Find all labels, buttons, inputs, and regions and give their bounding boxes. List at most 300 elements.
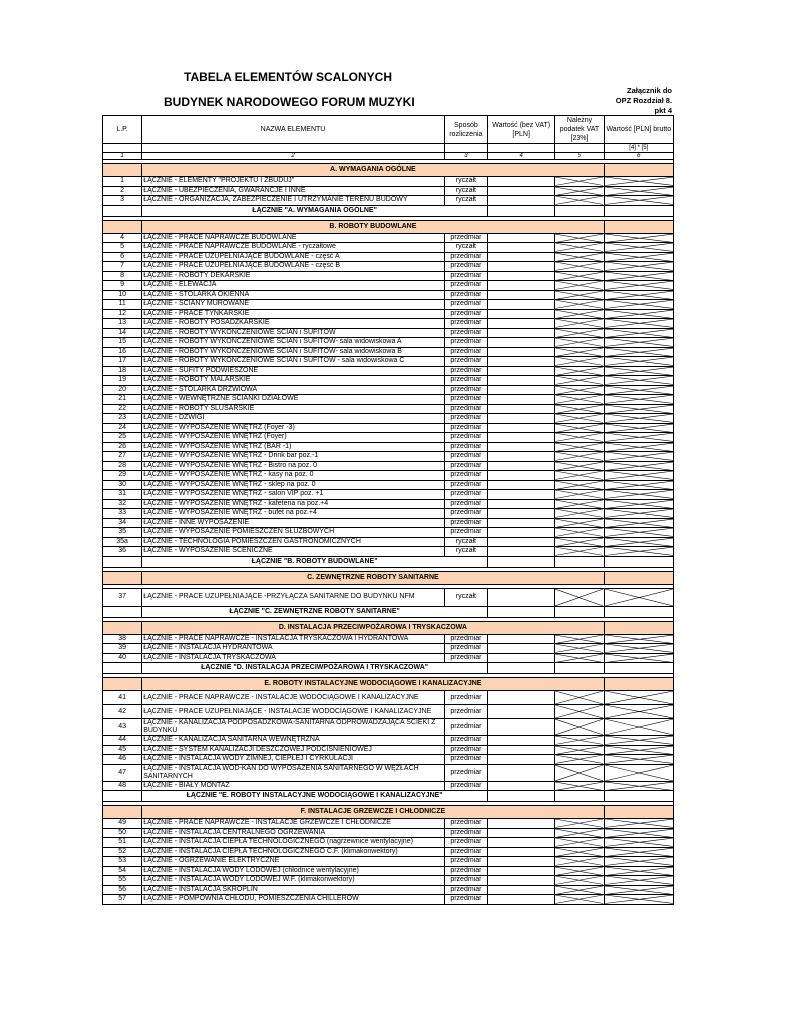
section-total-label: ŁĄCZNIE "C. ZEWNĘTRZNE ROBOTY SANITARNE" [142,606,488,617]
row-net-value-input[interactable] [488,499,555,509]
section-total-label: ŁĄCZNIE "B. ROBOTY BUDOWLANE" [142,556,488,567]
row-gross-crossed [604,866,673,876]
row-method: przedmiar [444,376,487,386]
row-gross-crossed [604,452,673,462]
row-method: ryczałt [444,588,487,606]
row-gross-crossed [604,480,673,490]
row-lp: 9 [103,281,142,291]
section-spacer [103,220,142,233]
row-net-value-input[interactable] [488,252,555,262]
row-net-value-input[interactable] [488,404,555,414]
row-method: przedmiar [444,653,487,663]
row-lp: 34 [103,518,142,528]
cross-mark [555,876,603,885]
row-method: przedmiar [444,480,487,490]
header-formula-row [103,144,674,153]
row-net-value-input[interactable] [488,309,555,319]
cross-mark [605,490,673,499]
table-row [103,309,674,319]
col-number: 3 [444,153,487,160]
section-header-row [103,220,674,233]
total-spacer [555,606,604,617]
section-title: E. ROBOTY INSTALACYJNE WODOCIĄGOWE I KANALIZACYJNE [142,678,604,691]
row-method: ryczałt [444,537,487,547]
row-gross-crossed [604,433,673,443]
table-row [103,499,674,509]
cross-mark [605,386,673,395]
row-name: ŁĄCZNIE - WYPOSAŻENIE WNĘTRZ (Foyer -3) [142,423,445,433]
row-vat-crossed [555,885,604,895]
row-method: przedmiar [444,838,487,848]
table-row [103,691,674,705]
row-net-value-input[interactable] [488,395,555,405]
table-row [103,547,674,557]
row-gross-crossed [604,490,673,500]
cross-mark [605,452,673,461]
cross-mark [555,719,603,735]
cross-mark [605,414,673,423]
cross-mark [555,691,603,704]
row-method: przedmiar [444,452,487,462]
row-method: ryczałt [444,196,487,206]
row-name: ŁĄCZNIE - ROBOTY ŚLUSARSKIE [142,404,445,414]
row-method: przedmiar [444,347,487,357]
row-net-value-input[interactable] [488,338,555,348]
cross-mark [605,348,673,357]
row-net-value-input[interactable] [488,847,555,857]
cross-mark [555,281,603,290]
cross-mark [555,829,603,838]
row-lp: 14 [103,328,142,338]
cross-mark [555,243,603,252]
row-name: ŁĄCZNIE - PRACE UZUPEŁNIAJĄCE BUDOWLANE - część B [142,262,445,272]
row-net-value-input[interactable] [488,838,555,848]
row-method: przedmiar [444,518,487,528]
cross-mark [555,736,603,745]
total-spacer [555,663,604,674]
table-row [103,736,674,746]
cross-mark [605,291,673,300]
cross-mark [555,348,603,357]
row-net-value-input[interactable] [488,471,555,481]
row-lp: 40 [103,653,142,663]
header-method: Sposób rozliczenia [444,116,487,144]
cross-mark [605,471,673,480]
cross-mark [605,848,673,857]
table-row [103,300,674,310]
row-gross-crossed [604,461,673,471]
row-vat-crossed [555,271,604,281]
row-vat-crossed [555,461,604,471]
section-title: D. INSTALACJA PRZECIWPOŻAROWA I TRYSKACZOWA [142,621,604,634]
section-total-row [103,663,674,674]
row-net-value-input[interactable] [488,509,555,519]
row-method: przedmiar [444,847,487,857]
table-row [103,755,674,765]
row-net-value-input[interactable] [488,442,555,452]
row-lp: 10 [103,290,142,300]
row-gross-crossed [604,395,673,405]
row-lp: 48 [103,781,142,791]
row-vat-crossed [555,764,604,781]
table-row [103,357,674,367]
row-method: przedmiar [444,395,487,405]
row-net-value-input[interactable] [488,745,555,755]
row-method: przedmiar [444,509,487,519]
row-name: ŁĄCZNIE - UBEZPIECZENIA, GWARANCJE I INNE [142,186,445,196]
section-spacer [604,164,673,177]
row-vat-crossed [555,319,604,329]
row-lp: 44 [103,736,142,746]
cross-mark [555,848,603,857]
cross-mark [555,291,603,300]
col-number: 4 [488,153,555,160]
row-net-value-input[interactable] [488,366,555,376]
row-method: przedmiar [444,857,487,867]
row-net-value-input[interactable] [488,186,555,196]
row-net-value-input[interactable] [488,290,555,300]
row-gross-crossed [604,376,673,386]
section-spacer [604,678,673,691]
cross-mark [555,405,603,414]
row-name: ŁĄCZNIE - WYPOSAŻENIE WNĘTRZ - kafeteria na poz.+4 [142,499,445,509]
row-gross-crossed [604,442,673,452]
cross-mark [605,405,673,414]
row-vat-crossed [555,719,604,736]
row-gross-crossed [604,271,673,281]
col-number: 1 [103,153,142,160]
row-lp: 5 [103,243,142,253]
section-header-row [103,806,674,819]
row-gross-crossed [604,895,673,905]
row-method: ryczałt [444,243,487,253]
row-vat-crossed [555,528,604,538]
row-gross-crossed [604,719,673,736]
row-lp: 17 [103,357,142,367]
row-vat-crossed [555,328,604,338]
row-method: przedmiar [444,736,487,746]
row-name: ŁĄCZNIE - POMPOWNIA CHŁODU, POMIESZCZENIA CHILLERÓW [142,895,445,905]
row-method: przedmiar [444,385,487,395]
row-lp: 46 [103,755,142,765]
cross-mark [555,705,603,718]
cross-mark [555,857,603,866]
row-name: ŁĄCZNIE - WEWNĘTRZNE ŚCIANKI DZIAŁOWE [142,395,445,405]
total-spacer [604,606,673,617]
cross-mark [605,765,673,781]
table-row [103,281,674,291]
row-net-value-input[interactable] [488,328,555,338]
row-lp: 52 [103,847,142,857]
col-number: 2 [142,153,445,160]
document-title: TABELA ELEMENTÓW SCALONYCH [184,70,392,84]
row-method: przedmiar [444,691,487,705]
cross-mark [605,719,673,735]
cross-mark [605,196,673,205]
row-lp: 19 [103,376,142,386]
table-row [103,177,674,187]
row-net-value-input[interactable] [488,452,555,462]
row-lp: 57 [103,895,142,905]
section-title: A. WYMAGANIA OGÓLNE [142,164,604,177]
total-spacer [103,791,142,802]
cross-mark [555,462,603,471]
row-name: ŁĄCZNIE - WYPOSAŻENIE WNĘTRZ - salon VIP poz. +1 [142,490,445,500]
row-vat-crossed [555,847,604,857]
row-lp: 4 [103,233,142,243]
row-net-value-input[interactable] [488,691,555,705]
row-net-value-input[interactable] [488,528,555,538]
row-net-value-input[interactable] [488,414,555,424]
cross-mark [605,782,673,791]
row-gross-crossed [604,233,673,243]
row-method: przedmiar [444,233,487,243]
annex-line: OPZ Rozdział 8. [615,96,672,105]
row-method: przedmiar [444,644,487,654]
row-gross-crossed [604,755,673,765]
annex-line: Załącznik do [626,86,672,95]
elements-table [102,115,674,905]
cross-mark [555,746,603,755]
row-vat-crossed [555,895,604,905]
row-name: ŁĄCZNIE - ROBOTY POSADZKARSKIE [142,319,445,329]
row-name: ŁĄCZNIE - INSTALACJA SKROPLIN [142,885,445,895]
section-total-value[interactable] [488,606,555,617]
row-net-value-input[interactable] [488,764,555,781]
row-method: przedmiar [444,764,487,781]
cross-mark [605,736,673,745]
row-name: ŁĄCZNIE - SYSTEM KANALIZACJI DESZCZOWEJ PODCIŚNIENIOWEJ [142,745,445,755]
row-gross-crossed [604,252,673,262]
row-vat-crossed [555,252,604,262]
row-gross-crossed [604,819,673,829]
row-net-value-input[interactable] [488,271,555,281]
row-net-value-input[interactable] [488,319,555,329]
row-gross-crossed [604,653,673,663]
row-net-value-input[interactable] [488,196,555,206]
row-name: ŁĄCZNIE - ROBOTY WYKOŃCZENIOWE ŚCIAN i SUFITÓW- sala widowiskowa B [142,347,445,357]
total-spacer [604,791,673,802]
table-row [103,385,674,395]
row-net-value-input[interactable] [488,461,555,471]
row-vat-crossed [555,857,604,867]
row-net-value-input[interactable] [488,347,555,357]
cross-mark [605,253,673,262]
row-vat-crossed [555,471,604,481]
row-vat-crossed [555,490,604,500]
row-net-value-input[interactable] [488,876,555,886]
cross-mark [605,357,673,366]
row-gross-crossed [604,347,673,357]
row-net-value-input[interactable] [488,736,555,746]
table-row [103,518,674,528]
section-total-value[interactable] [488,205,555,216]
row-vat-crossed [555,404,604,414]
row-name: ŁĄCZNIE - PRACE NAPRAWCZE BUDOWLANE [142,233,445,243]
cross-mark [555,395,603,404]
section-total-value[interactable] [488,556,555,567]
row-vat-crossed [555,243,604,253]
section-total-value[interactable] [488,663,555,674]
section-total-label: ŁĄCZNIE "E. ROBOTY INSTALACYJNE WODOCIĄGOWE I KANALIZACYJNE" [142,791,488,802]
row-vat-crossed [555,338,604,348]
row-lp: 38 [103,634,142,644]
row-vat-crossed [555,866,604,876]
section-total-row [103,205,674,216]
row-method: przedmiar [444,885,487,895]
row-name: ŁĄCZNIE - DŹWIGI [142,414,445,424]
cross-mark [605,329,673,338]
row-name: ŁĄCZNIE - STOLARKA OKIENNA [142,290,445,300]
row-lp: 2 [103,186,142,196]
row-vat-crossed [555,385,604,395]
row-net-value-input[interactable] [488,755,555,765]
row-net-value-input[interactable] [488,518,555,528]
row-name: ŁĄCZNIE - INNE WYPOSAŻENIE [142,518,445,528]
row-gross-crossed [604,300,673,310]
row-lp: 53 [103,857,142,867]
row-net-value-input[interactable] [488,537,555,547]
cross-mark [555,500,603,509]
row-vat-crossed [555,705,604,719]
total-spacer [604,205,673,216]
section-spacer [103,621,142,634]
cross-mark [605,838,673,847]
total-spacer [555,556,604,567]
row-lp: 22 [103,404,142,414]
column-numbers-row [103,153,674,160]
cross-mark [555,819,603,828]
row-net-value-input[interactable] [488,895,555,905]
section-spacer [103,164,142,177]
row-net-value-input[interactable] [488,781,555,791]
table-row [103,705,674,719]
row-name: ŁĄCZNIE - ŚCIANY MUROWANE [142,300,445,310]
row-vat-crossed [555,876,604,886]
row-net-value-input[interactable] [488,819,555,829]
row-method: przedmiar [444,461,487,471]
cross-mark [605,367,673,376]
row-gross-crossed [604,528,673,538]
row-name: ŁĄCZNIE - PRACE TYNKARSKIE [142,309,445,319]
row-net-value-input[interactable] [488,262,555,272]
row-net-value-input[interactable] [488,653,555,663]
row-name: ŁĄCZNIE - PRACE UZUPEŁNIAJĄCE - INSTALACJE WODOCIĄGOWE I KANALIZACYJNE [142,705,445,719]
cross-mark [555,319,603,328]
row-method: przedmiar [444,442,487,452]
row-net-value-input[interactable] [488,885,555,895]
row-lp: 47 [103,764,142,781]
cross-mark [605,395,673,404]
total-spacer [555,791,604,802]
row-method: przedmiar [444,281,487,291]
row-lp: 23 [103,414,142,424]
row-net-value-input[interactable] [488,634,555,644]
row-lp: 7 [103,262,142,272]
row-lp: 16 [103,347,142,357]
row-vat-crossed [555,177,604,187]
row-lp: 24 [103,423,142,433]
row-lp: 49 [103,819,142,829]
row-name: ŁĄCZNIE - KANALIZACJA PODPOSADZKOWA-SANITARNA ODPROWADZAJĄCA ŚCIEKI Z BUDYNKU [142,719,445,736]
row-gross-crossed [604,736,673,746]
cross-mark [605,829,673,838]
cross-mark [605,281,673,290]
row-net-value-input[interactable] [488,644,555,654]
cross-mark [555,654,603,663]
section-spacer [103,571,142,584]
table-row [103,480,674,490]
row-name: ŁĄCZNIE - WYPOSAŻENIE WNĘTRZ - kasy na poz. 0 [142,471,445,481]
row-net-value-input[interactable] [488,233,555,243]
row-net-value-input[interactable] [488,719,555,736]
row-name: ŁĄCZNIE - ROBOTY WYKOŃCZENIOWE ŚCIAN i SUFITÓW [142,328,445,338]
cross-mark [555,338,603,347]
row-net-value-input[interactable] [488,866,555,876]
row-method: przedmiar [444,300,487,310]
cross-mark [555,234,603,243]
row-lp: 31 [103,490,142,500]
cross-mark [605,519,673,528]
table-row [103,471,674,481]
header-gross-value: Wartość [PLN] brutto [604,116,673,144]
row-net-value-input[interactable] [488,385,555,395]
row-name: ŁĄCZNIE - INSTALACJA CIEPŁA TECHNOLOGICZNEGO (nagrzewnice wentylacyjne) [142,838,445,848]
cross-mark [605,867,673,876]
row-vat-crossed [555,745,604,755]
cross-mark [555,433,603,442]
row-net-value-input[interactable] [488,433,555,443]
row-net-value-input[interactable] [488,281,555,291]
row-net-value-input[interactable] [488,490,555,500]
cross-mark [555,547,603,556]
row-gross-crossed [604,357,673,367]
row-net-value-input[interactable] [488,376,555,386]
section-spacer [604,571,673,584]
cross-mark [555,272,603,281]
header-lp: L.P. [103,116,142,144]
row-gross-crossed [604,338,673,348]
row-method: przedmiar [444,866,487,876]
row-net-value-input[interactable] [488,705,555,719]
row-method: przedmiar [444,252,487,262]
row-net-value-input[interactable] [488,857,555,867]
row-net-value-input[interactable] [488,300,555,310]
row-net-value-input[interactable] [488,243,555,253]
section-total-value[interactable] [488,791,555,802]
cross-mark [555,310,603,319]
row-gross-crossed [604,885,673,895]
cross-mark [605,272,673,281]
row-net-value-input[interactable] [488,828,555,838]
cross-mark [555,644,603,653]
row-vat-crossed [555,518,604,528]
row-net-value-input[interactable] [488,177,555,187]
row-lp: 50 [103,828,142,838]
row-name: ŁĄCZNIE - STOLARKA DRZWIOWA [142,385,445,395]
row-net-value-input[interactable] [488,547,555,557]
row-net-value-input[interactable] [488,423,555,433]
row-net-value-input[interactable] [488,480,555,490]
row-name: ŁĄCZNIE - WYPOSAŻENIE WNĘTRZ - sklep na poz. 0 [142,480,445,490]
row-name: ŁĄCZNIE - PRACE UZUPEŁNIAJĄCE -PRZYŁĄCZA SANITARNE DO BUDYNKU NFM [142,588,445,606]
row-name: ŁĄCZNIE - TECHNOLOGIA POMIESZCZEŃ GASTRONOMICZNYCH [142,537,445,547]
cross-mark [605,538,673,547]
row-net-value-input[interactable] [488,357,555,367]
row-net-value-input[interactable] [488,588,555,606]
row-lp: 12 [103,309,142,319]
row-vat-crossed [555,233,604,243]
